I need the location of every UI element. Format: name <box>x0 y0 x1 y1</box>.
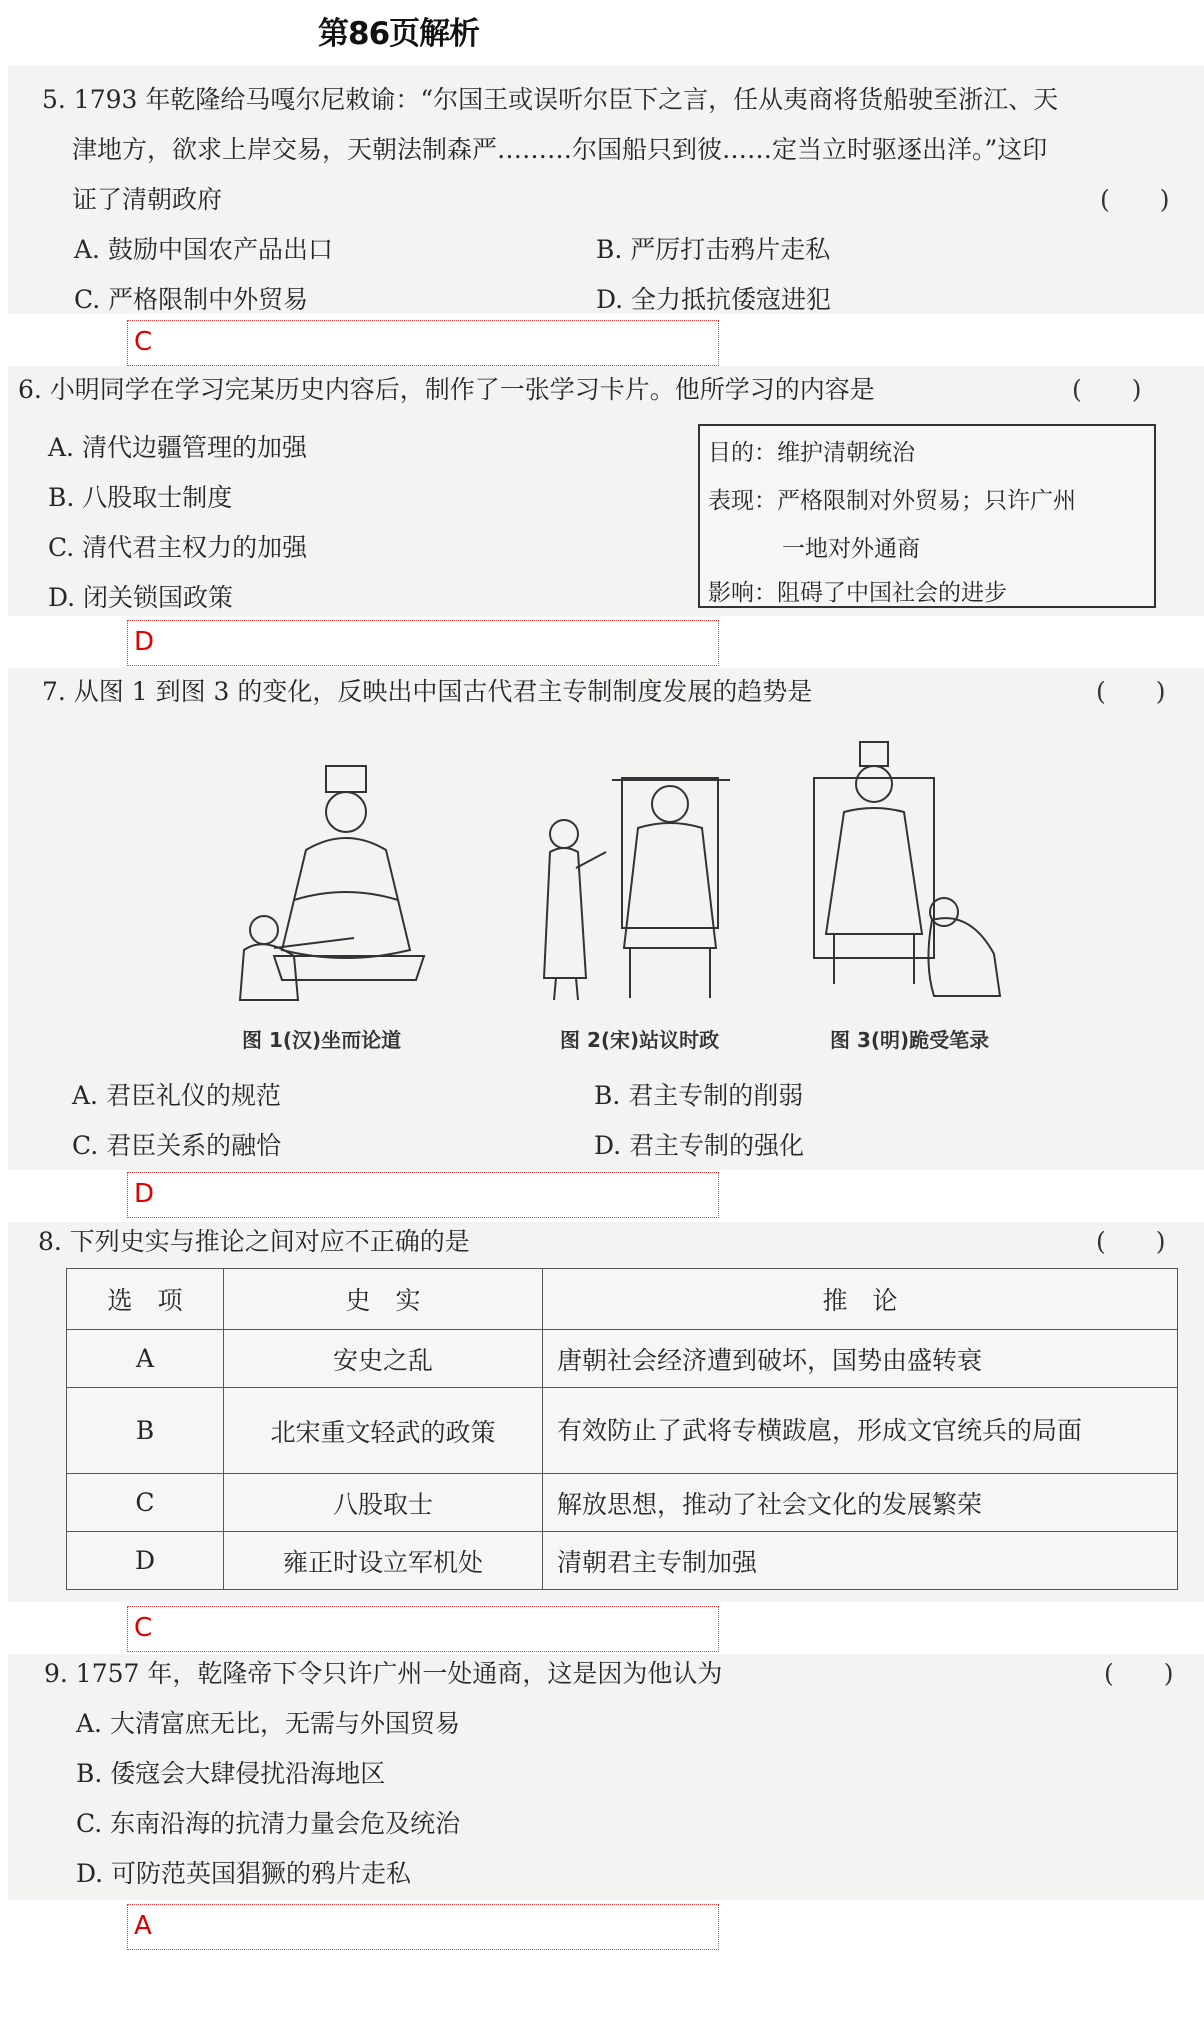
card-manifestation: 表现：严格限制对外贸易；只许广州 <box>708 488 1076 514</box>
q5-answer-paren: ( ) <box>1100 185 1170 214</box>
figure-3-ming-kneeling <box>794 734 1024 1010</box>
cell-inference: 清朝君主专制加强 <box>543 1532 1178 1590</box>
question-9 <box>8 1654 1204 1900</box>
q7-option-c: C. 君臣关系的融恰 <box>72 1131 282 1160</box>
figure-2-song-standing <box>520 748 760 1008</box>
q5-stem-line-3: 证了清朝政府 <box>72 185 223 214</box>
table-row <box>67 1388 1178 1474</box>
cell-fact: 北宋重文轻武的政策 <box>224 1388 543 1474</box>
q6-option-a: A. 清代边疆管理的加强 <box>48 433 307 462</box>
table-header-row <box>67 1269 1178 1330</box>
q9-answer-paren: ( ) <box>1104 1659 1174 1688</box>
q5-option-d: D. 全力抵抗倭寇进犯 <box>596 285 832 314</box>
q7-answer: D <box>134 1179 155 1209</box>
table-row <box>67 1474 1178 1532</box>
figure-1-han-seated <box>234 760 464 1006</box>
q6-option-d: D. 闭关锁国政策 <box>48 583 234 612</box>
q5-option-c: C. 严格限制中外贸易 <box>74 285 309 314</box>
q5-stem-line-1: 5. 1793 年乾隆给马嘎尔尼敕谕：“尔国王或误听尔臣下之言，任从夷商将货船驶至浙江、天 <box>42 85 1059 114</box>
q7-option-d: D. 君主专制的强化 <box>594 1131 805 1160</box>
question-7 <box>8 668 1204 1170</box>
q5-option-a: A. 鼓励中国农产品出口 <box>74 235 333 264</box>
cell-fact: 雍正时设立军机处 <box>224 1532 543 1590</box>
q6-answer-box <box>127 620 719 666</box>
header-fact: 史 实 <box>224 1269 543 1330</box>
q8-answer: C <box>134 1613 153 1643</box>
q6-answer: D <box>134 627 155 657</box>
cell-inference: 唐朝社会经济遭到破坏，国势由盛转衰 <box>543 1330 1178 1388</box>
q7-answer-box <box>127 1172 719 1218</box>
cell-option: C <box>67 1474 224 1532</box>
q7-option-a: A. 君臣礼仪的规范 <box>72 1081 281 1110</box>
card-purpose: 目的：维护清朝统治 <box>708 440 915 466</box>
cell-inference: 解放思想，推动了社会文化的发展繁荣 <box>543 1474 1178 1532</box>
q9-option-a: A. 大清富庶无比，无需与外国贸易 <box>76 1709 460 1738</box>
q7-option-b: B. 君主专制的削弱 <box>594 1081 804 1110</box>
q6-stem: 6. 小明同学在学习完某历史内容后，制作了一张学习卡片。他所学习的内容是 <box>18 375 875 404</box>
card-manifestation-cont: 一地对外通商 <box>782 536 920 562</box>
cell-option: B <box>67 1388 224 1474</box>
history-table <box>66 1268 1178 1590</box>
q9-answer: A <box>134 1911 152 1941</box>
table-row <box>67 1330 1178 1388</box>
header-inference: 推 论 <box>543 1269 1178 1330</box>
study-card <box>698 424 1156 608</box>
table-row <box>67 1532 1178 1590</box>
q8-answer-paren: ( ) <box>1096 1227 1166 1256</box>
q5-answer-box <box>127 320 719 366</box>
cell-fact: 八股取士 <box>224 1474 543 1532</box>
q9-stem: 9. 1757 年，乾隆帝下令只许广州一处通商，这是因为他认为 <box>44 1659 723 1688</box>
q7-stem: 7. 从图 1 到图 3 的变化，反映出中国古代君主专制制度发展的趋势是 <box>42 677 813 706</box>
q9-option-b: B. 倭寇会大肆侵扰沿海地区 <box>76 1759 386 1788</box>
q9-answer-box <box>127 1904 719 1950</box>
q6-option-b: B. 八股取士制度 <box>48 483 233 512</box>
figure-2-caption: 图 2(宋)站议时政 <box>560 1028 720 1052</box>
q6-option-c: C. 清代君主权力的加强 <box>48 533 308 562</box>
cell-option: D <box>67 1532 224 1590</box>
header-option: 选 项 <box>67 1269 224 1330</box>
q6-answer-paren: ( ) <box>1072 375 1142 404</box>
q5-option-b: B. 严厉打击鸦片走私 <box>596 235 831 264</box>
figure-3-caption: 图 3(明)跪受笔录 <box>830 1028 990 1052</box>
q5-answer: C <box>134 327 153 357</box>
q5-stem-line-2: 津地方，欲求上岸交易，天朝法制森严………尔国船只到彼……定当立时驱逐出洋。”这印 <box>72 135 1048 164</box>
q8-stem: 8. 下列史实与推论之间对应不正确的是 <box>38 1227 470 1256</box>
q9-option-d: D. 可防范英国猖獗的鸦片走私 <box>76 1859 412 1888</box>
q8-answer-box <box>127 1606 719 1652</box>
card-impact: 影响：阻碍了中国社会的进步 <box>708 580 1007 606</box>
figure-1-caption: 图 1(汉)坐而论道 <box>242 1028 402 1052</box>
q9-option-c: C. 东南沿海的抗清力量会危及统治 <box>76 1809 461 1838</box>
cell-fact: 安史之乱 <box>224 1330 543 1388</box>
page-title: 第86页解析 <box>318 16 480 52</box>
cell-inference: 有效防止了武将专横跋扈，形成文官统兵的局面 <box>543 1388 1178 1474</box>
cell-option: A <box>67 1330 224 1388</box>
q7-answer-paren: ( ) <box>1096 677 1166 706</box>
question-5 <box>8 66 1204 314</box>
